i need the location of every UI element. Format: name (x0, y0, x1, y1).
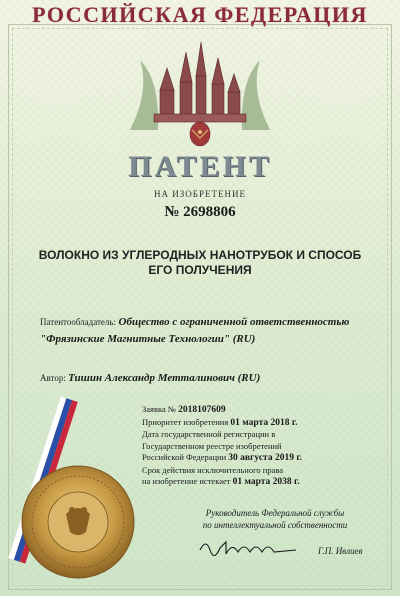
registration-row (142, 452, 392, 465)
kremlin-emblem (120, 30, 280, 150)
expiry-label: на изобретение истекает (142, 476, 231, 486)
application-value: 2018107609 (178, 405, 226, 415)
author-label: Автор: (40, 373, 66, 383)
signatory-name: Г.П. Ивлиев (318, 546, 363, 556)
handwritten-signature (196, 536, 306, 558)
application-row (142, 404, 392, 417)
registration-label: Российской Федерации (142, 452, 227, 462)
invention-title (32, 248, 368, 278)
kremlin-towers (154, 42, 246, 122)
expiry-line-1: Срок действия исключительного права (142, 464, 283, 475)
holder-value-2: "Фрязинские Магнитные Технологии" (RU) (40, 333, 256, 345)
holder-value-1: Общество с ограниченной ответственностью (118, 316, 350, 328)
expiry-row (142, 476, 392, 489)
author (40, 372, 380, 384)
holder-label: Патентообладатель: (40, 317, 117, 327)
author-value: Тишин Александр Метталинович (RU) (68, 372, 261, 384)
invention-title-line-2: ЕГО ПОЛУЧЕНИЯ (148, 263, 252, 277)
patent-number: № 2698806 (164, 204, 236, 220)
signature-title-line-2: по интеллектуальной собственности (202, 520, 348, 530)
registration-line-2: Государственном реестре изобретений (142, 440, 282, 451)
header-title: РОССИЙСКАЯ ФЕДЕРАЦИЯ (32, 2, 368, 27)
holder-line-1 (40, 314, 380, 331)
priority-value: 01 марта 2018 г. (230, 417, 298, 428)
patent-word: ПАТЕНТ (128, 150, 272, 183)
double-eagle-icon (190, 122, 210, 146)
signature-title (170, 507, 380, 531)
registration-line-1: Дата государственной регистрации в (142, 429, 276, 439)
patent-details (142, 404, 392, 489)
priority-label: Приоритет изобретения (142, 416, 229, 427)
invention-title-line-1: ВОЛОКНО ИЗ УГЛЕРОДНЫХ НАНОТРУБОК И СПОСОБ (38, 248, 362, 262)
signature-title-line-1: Руководитель Федеральной службы (205, 508, 345, 518)
patent-holder (40, 314, 380, 348)
gold-seal (18, 462, 138, 582)
expiry-value: 01 марта 2038 г. (232, 477, 300, 487)
patent-subtitle: НА ИЗОБРЕТЕНИЕ (154, 189, 246, 199)
application-label: Заявка № (142, 404, 176, 414)
registration-value: 30 августа 2019 г. (228, 453, 302, 463)
priority-row (142, 417, 392, 430)
